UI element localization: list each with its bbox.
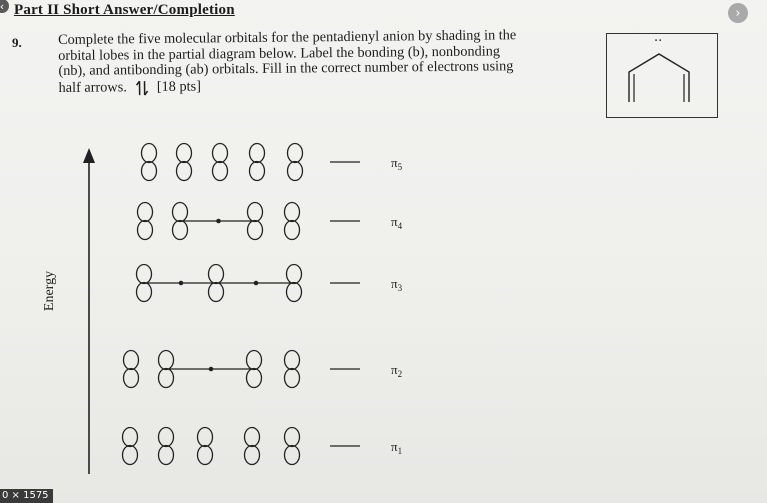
- orbital-lobe-bottom[interactable]: [137, 283, 152, 302]
- p-orbital[interactable]: [213, 144, 228, 181]
- orbital-lobe-top[interactable]: [159, 428, 174, 447]
- p-orbital[interactable]: [177, 144, 192, 181]
- orbital-lobe-top[interactable]: [209, 265, 224, 284]
- orbital-lobe-top[interactable]: [285, 351, 300, 370]
- level-label: $\pi_2$: [391, 362, 403, 379]
- orbital-lobe-bottom[interactable]: [250, 162, 265, 181]
- p-orbital[interactable]: [285, 351, 300, 388]
- p-orbital[interactable]: [198, 428, 213, 465]
- orbital-lobe-top[interactable]: [142, 144, 157, 163]
- orbital-row: [138, 203, 403, 240]
- chevron-right-icon: ›: [735, 5, 741, 21]
- p-orbital[interactable]: [123, 428, 138, 465]
- p-orbital[interactable]: [245, 428, 260, 465]
- question-line: (nb), and antibonding (ab) orbitals. Fill in the correct number of electrons using: [58, 58, 514, 79]
- orbital-lobe-bottom[interactable]: [288, 162, 303, 181]
- orbital-lobe-top[interactable]: [138, 203, 153, 222]
- orbital-lobe-top[interactable]: [173, 203, 188, 222]
- p-orbital[interactable]: [142, 144, 157, 181]
- orbital-lobe-bottom[interactable]: [213, 162, 228, 181]
- orbital-lobe-bottom[interactable]: [285, 369, 300, 388]
- p-orbital[interactable]: [138, 203, 153, 240]
- orbital-row: [137, 265, 403, 302]
- orbital-lobe-bottom[interactable]: [248, 221, 263, 240]
- orbital-lobe-top[interactable]: [123, 428, 138, 447]
- p-orbital[interactable]: [124, 351, 139, 388]
- orbital-lobe-bottom[interactable]: [209, 283, 224, 302]
- level-label: $\pi_1$: [391, 439, 403, 456]
- question-line: orbital lobes in the partial diagram below. Label the bonding (b), nonbonding: [58, 42, 501, 64]
- p-orbital[interactable]: [288, 144, 303, 181]
- orbital-lobe-top[interactable]: [198, 428, 213, 447]
- p-orbital[interactable]: [250, 144, 265, 181]
- image-dimensions: 0 × 1575: [0, 489, 53, 503]
- orbital-lobe-bottom[interactable]: [159, 446, 174, 465]
- question-line: Complete the five molecular orbitals for the pentadienyl anion by shading in the: [57, 27, 517, 48]
- orbital-lobe-top[interactable]: [213, 144, 228, 163]
- level-label: $\pi_3$: [391, 276, 403, 293]
- node-dot: [179, 281, 184, 286]
- orbital-lobe-bottom[interactable]: [245, 446, 260, 465]
- orbital-lobe-bottom[interactable]: [247, 369, 262, 388]
- lone-pair-charge: ··: [654, 34, 663, 49]
- chevron-left-icon: ‹: [0, 0, 5, 13]
- orbital-lobe-top[interactable]: [287, 265, 302, 284]
- orbital-lobe-top[interactable]: [250, 144, 265, 163]
- p-orbital[interactable]: [159, 428, 174, 465]
- orbital-lobe-bottom[interactable]: [123, 446, 138, 465]
- orbital-lobe-top[interactable]: [247, 351, 262, 370]
- level-label: $\pi_4$: [391, 214, 403, 231]
- question-line: half arrows. [18 pts]: [58, 78, 202, 96]
- node-dot: [209, 367, 214, 372]
- orbital-lobe-bottom[interactable]: [285, 221, 300, 240]
- orbital-row: [123, 428, 403, 465]
- orbital-lobe-top[interactable]: [124, 351, 139, 370]
- orbital-lobe-top[interactable]: [285, 203, 300, 222]
- orbital-lobe-top[interactable]: [248, 203, 263, 222]
- p-orbital[interactable]: [285, 428, 300, 465]
- orbital-lobe-top[interactable]: [159, 351, 174, 370]
- orbital-lobe-top[interactable]: [285, 428, 300, 447]
- orbital-lobe-top[interactable]: [177, 144, 192, 163]
- orbital-lobe-bottom[interactable]: [198, 446, 213, 465]
- orbital-lobe-bottom[interactable]: [124, 369, 139, 388]
- node-dot: [216, 219, 221, 224]
- energy-axis-label: Energy: [42, 270, 58, 312]
- orbital-levels: [123, 144, 403, 465]
- orbital-lobe-top[interactable]: [288, 144, 303, 163]
- orbital-row: [142, 144, 403, 181]
- orbital-lobe-top[interactable]: [137, 265, 152, 284]
- orbital-lobe-bottom[interactable]: [138, 221, 153, 240]
- orbital-lobe-bottom[interactable]: [159, 369, 174, 388]
- orbital-row: [124, 351, 403, 388]
- orbital-lobe-bottom[interactable]: [177, 162, 192, 181]
- orbital-lobe-bottom[interactable]: [142, 162, 157, 181]
- node-dot: [254, 281, 259, 286]
- orbital-lobe-bottom[interactable]: [285, 446, 300, 465]
- question-number: 9.: [12, 35, 22, 50]
- section-heading: Part II Short Answer/Completion: [14, 2, 235, 18]
- p-orbital[interactable]: [285, 203, 300, 240]
- orbital-lobe-top[interactable]: [245, 428, 260, 447]
- orbital-lobe-bottom[interactable]: [173, 221, 188, 240]
- energy-axis: [83, 148, 95, 474]
- orbital-lobe-bottom[interactable]: [287, 283, 302, 302]
- level-label: $\pi_5$: [391, 155, 403, 172]
